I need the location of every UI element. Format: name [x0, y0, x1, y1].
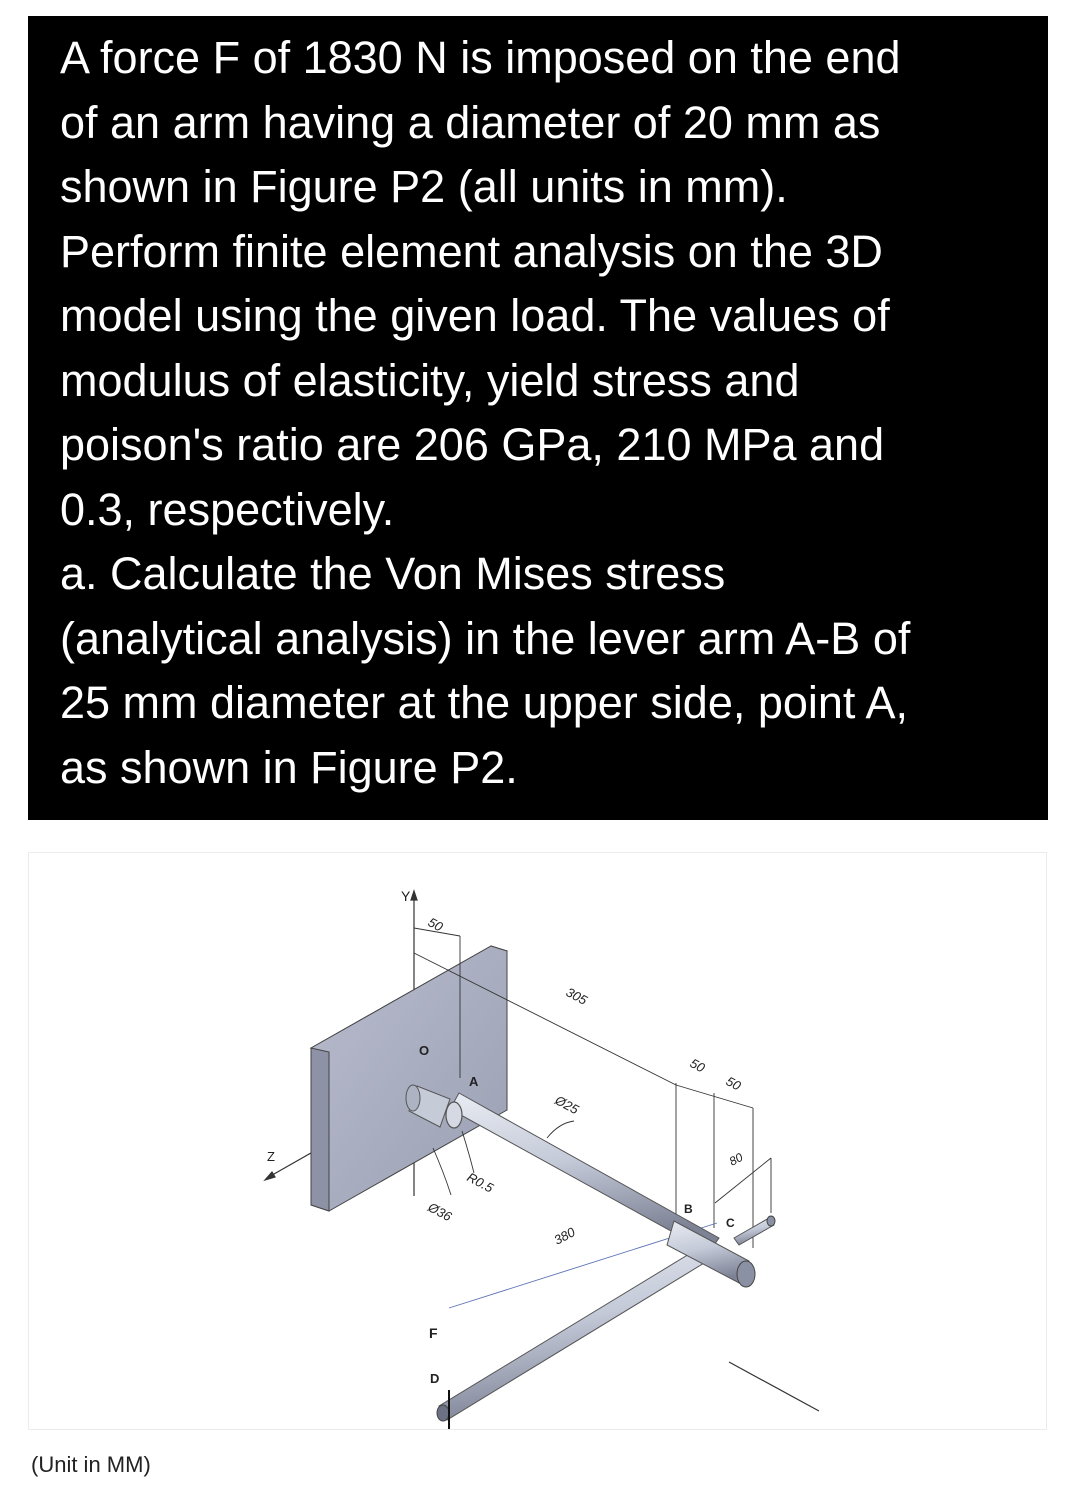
dim-label-50-top: 50 [425, 914, 446, 935]
label-force-f: F [429, 1325, 438, 1341]
dim-line-50-50 [676, 1085, 753, 1108]
y-axis-arrow [411, 891, 417, 900]
boss-fillet-end [446, 1102, 462, 1128]
z-axis-arrow [265, 1172, 275, 1180]
figure-caption: (Unit in MM) [31, 1452, 151, 1477]
label-z-axis: Z [267, 1149, 275, 1164]
dim-label-380: 380 [551, 1224, 578, 1248]
dim-label-80: 80 [726, 1150, 746, 1169]
question-text: A force F of 1830 N is imposed on the end of an arm having a diameter of 20 mm as shown in Figure P2 (all units in mm). Perform finite element analysis on the 3D model using the given load. The values of modulus of elasticity, yield stress and poison's ratio are 206 GPa, 210 MPa and 0.3, respectively. a. Calculate the Von Mises stress (analytical analysis) in the lever arm A-B of 25 mm diameter at the upper side, point A, as shown in Figure P2. [60, 32, 911, 793]
dim-label-50-c: 50 [723, 1073, 744, 1094]
lever-arm-db [439, 1245, 714, 1420]
wall-boss-face [406, 1085, 420, 1111]
label-point-d: D [430, 1371, 440, 1386]
dim-line-80-diag [715, 1158, 771, 1203]
dim-label-dia25: Ø25 [552, 1092, 582, 1118]
leader-dia36-a [433, 1148, 451, 1195]
wall-edge-face [311, 1048, 329, 1211]
label-point-o: O [419, 1043, 430, 1058]
rod-end-d [437, 1405, 449, 1421]
dim-label-dia36-a: Ø36 [425, 1199, 455, 1225]
dim-label-305: 305 [563, 984, 590, 1008]
dim-label-r05: R0.5 [464, 1169, 496, 1196]
dim-label-50-b: 50 [687, 1055, 708, 1076]
label-point-c: C [726, 1216, 735, 1230]
label-y-axis: Y [401, 888, 411, 904]
hub-end-face [737, 1261, 755, 1287]
label-point-b: B [684, 1202, 693, 1216]
figure-p2 [28, 852, 1047, 1430]
question-block [28, 16, 1048, 820]
x-axis-line [729, 1362, 819, 1411]
figure-drawing [29, 853, 1047, 1430]
pin-c-end [767, 1216, 775, 1226]
label-point-a: A [469, 1074, 479, 1089]
leader-r05 [462, 1131, 474, 1173]
leader-dia25 [547, 1121, 574, 1138]
